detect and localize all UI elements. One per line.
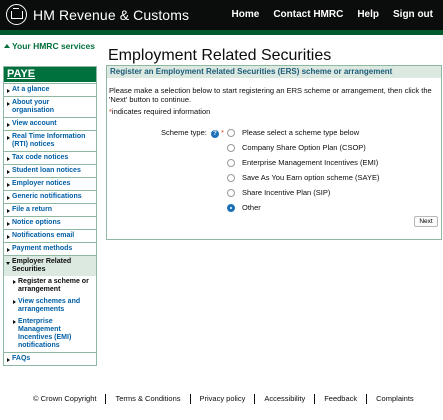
intro-text: Please make a selection below to start registering an ERS scheme or arrangement, then click the 'Next' button to continue. (109, 86, 432, 104)
sidebar-item-notice-options[interactable]: Notice options (4, 216, 96, 229)
sidebar-subitem-emi-notifications[interactable]: Enterprise Management Incentives (EMI) notifications (4, 316, 96, 352)
required-info-note (109, 107, 210, 116)
radio-button[interactable] (227, 159, 235, 167)
registration-panel (106, 65, 442, 240)
footer-copyright[interactable]: © Crown Copyright (33, 394, 97, 403)
sidebar-item-rti-notices[interactable]: Real Time Information (RTI) notices (4, 130, 96, 151)
radio-option-saye[interactable] (227, 173, 379, 182)
radio-button[interactable] (227, 189, 235, 197)
nav-help-link[interactable]: Help (357, 9, 379, 20)
nav-sign-out-link[interactable]: Sign out (393, 9, 433, 20)
triangle-up-icon (4, 44, 10, 48)
header-green-band (0, 30, 443, 35)
radio-option-sip[interactable] (227, 188, 330, 197)
sidebar-item-view-account[interactable]: View account (4, 117, 96, 130)
footer-accessibility-link[interactable]: Accessibility (264, 394, 306, 403)
footer-complaints-link[interactable]: Complaints (376, 394, 414, 403)
sidebar-item-student-loan-notices[interactable]: Student loan notices (4, 164, 96, 177)
sidebar-subitem-register-scheme[interactable]: Register a scheme or arrangement (4, 276, 96, 296)
footer-separator (254, 394, 255, 404)
sidebar-item-payment-methods[interactable]: Payment methods (4, 242, 96, 255)
sidebar-item-notifications-email[interactable]: Notifications email (4, 229, 96, 242)
required-info-text: indicates required information (111, 107, 211, 116)
footer-separator (105, 394, 106, 404)
radio-button-selected[interactable] (227, 204, 235, 212)
sidebar-item-at-a-glance[interactable]: At a glance (4, 83, 96, 96)
sidebar-item-generic-notifications[interactable]: Generic notifications (4, 190, 96, 203)
sidebar-title-paye[interactable]: PAYE (4, 67, 96, 83)
radio-button[interactable] (227, 174, 235, 182)
radio-label: Other (242, 203, 261, 212)
nav-home-link[interactable]: Home (231, 9, 260, 20)
next-button[interactable]: Next (414, 216, 438, 227)
radio-button[interactable] (227, 129, 235, 137)
scheme-type-label (161, 128, 224, 138)
radio-button[interactable] (227, 144, 235, 152)
footer-separator (366, 394, 367, 404)
sidebar-item-tax-code-notices[interactable]: Tax code notices (4, 151, 96, 164)
radio-label: Please select a scheme type below (242, 128, 360, 137)
sidebar-submenu (4, 276, 96, 352)
radio-label: Save As You Earn option scheme (SAYE) (242, 173, 380, 182)
scheme-type-label-text: Scheme type: (161, 128, 207, 137)
sidebar-item-employer-notices[interactable]: Employer notices (4, 177, 96, 190)
radio-label: Share Incentive Plan (SIP) (242, 188, 331, 197)
radio-option-csop[interactable] (227, 143, 366, 152)
required-asterisk: * (109, 107, 112, 116)
sidebar (3, 66, 97, 366)
sidebar-item-faqs[interactable]: FAQs (4, 352, 96, 365)
radio-option-other[interactable] (227, 203, 261, 212)
footer-terms-link[interactable]: Terms & Conditions (115, 394, 181, 403)
footer-separator (190, 394, 191, 404)
nav-contact-link[interactable]: Contact HMRC (273, 9, 344, 20)
your-hmrc-services-link[interactable] (4, 41, 95, 51)
services-link-label: Your HMRC services (12, 41, 95, 51)
sidebar-subitem-view-schemes[interactable]: View schemes and arrangements (4, 296, 96, 316)
footer-privacy-link[interactable]: Privacy policy (199, 394, 246, 403)
sidebar-item-file-a-return[interactable]: File a return (4, 203, 96, 216)
brand[interactable] (6, 4, 189, 25)
radio-option-emi[interactable] (227, 158, 378, 167)
top-bar (0, 0, 443, 30)
panel-heading: Register an Employment Related Securities (ERS) scheme or arrangement (107, 66, 441, 78)
brand-name: HM Revenue & Customs (33, 6, 190, 23)
crown-crest-icon (6, 4, 27, 25)
sidebar-item-employer-related-securities[interactable]: Employer Related Securities (4, 255, 96, 276)
scheme-required-asterisk: * (221, 128, 224, 137)
top-nav (232, 9, 433, 20)
help-icon[interactable]: ? (211, 130, 219, 138)
radio-label: Enterprise Management Incentives (EMI) (242, 158, 379, 167)
footer (33, 394, 414, 404)
radio-option-placeholder[interactable] (227, 128, 359, 137)
page-title: Employment Related Securities (108, 47, 332, 64)
radio-label: Company Share Option Plan (CSOP) (242, 143, 366, 152)
footer-feedback-link[interactable]: Feedback (324, 394, 358, 403)
sidebar-item-about-organisation[interactable]: About your organisation (4, 96, 96, 117)
footer-separator (314, 394, 315, 404)
